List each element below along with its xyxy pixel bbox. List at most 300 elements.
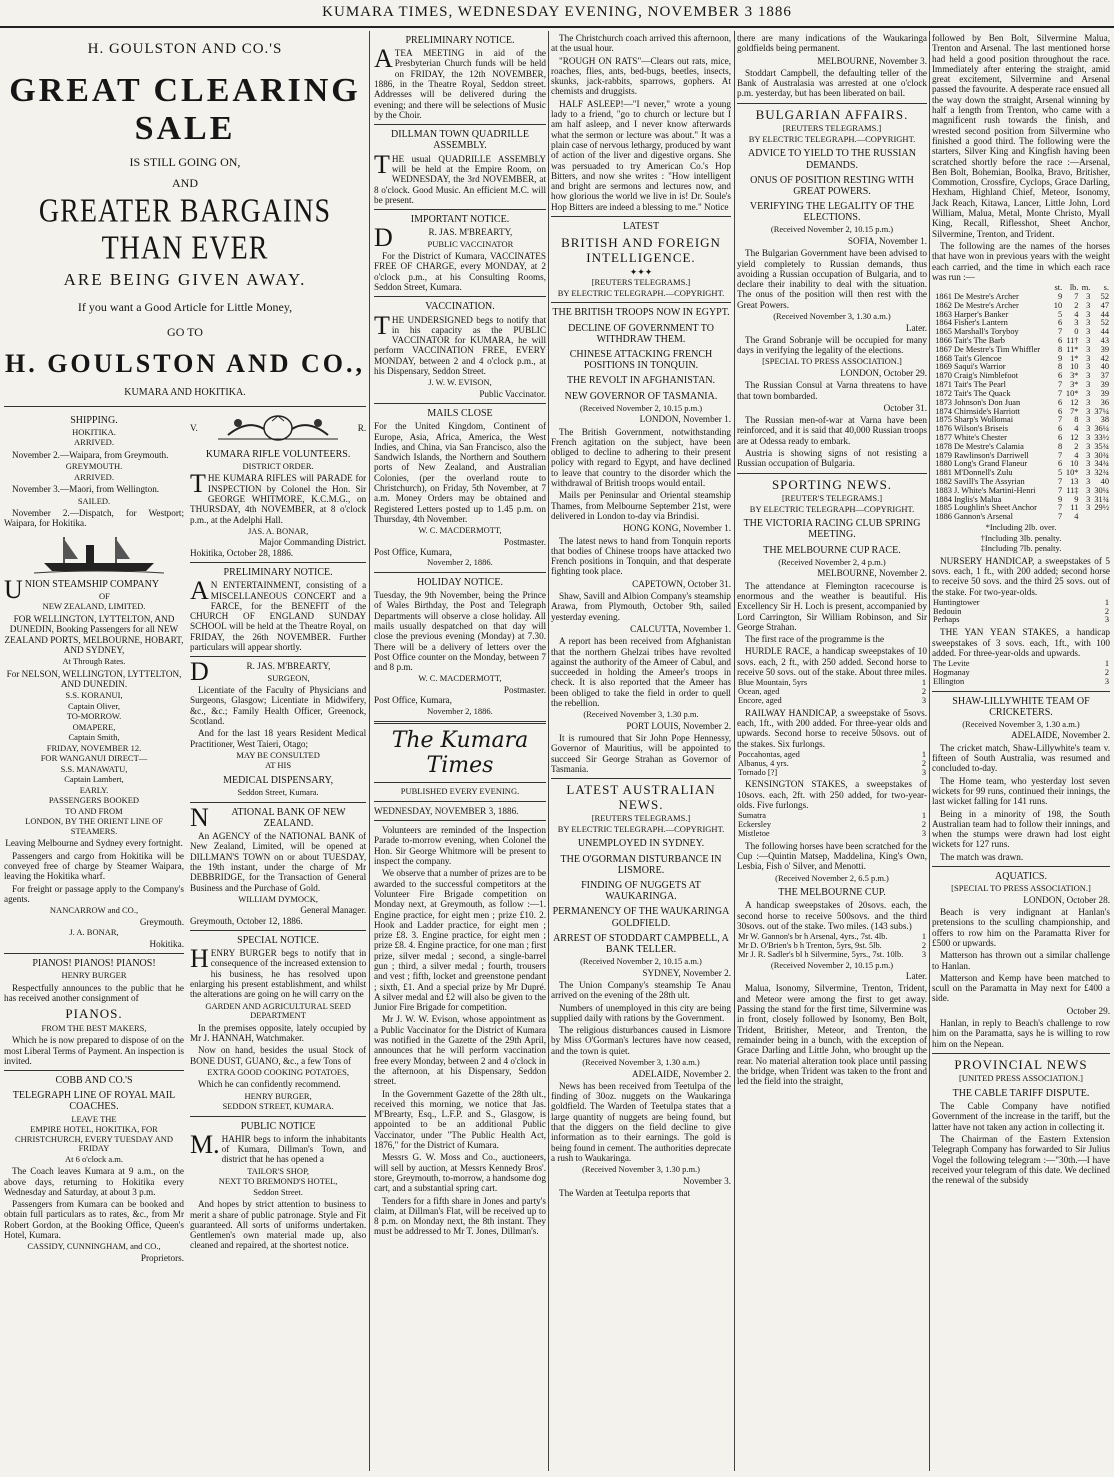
pounds: 2 — [1074, 300, 1079, 310]
news-paragraph: The Union Company's steamship Te Anau arrived on the evening of the 28th ult. — [551, 979, 731, 1001]
usc-captain: Captain Lambert, — [64, 774, 124, 785]
surgeon-address: Seddon Street, Kumara. — [237, 787, 319, 798]
divider — [374, 801, 546, 802]
seconds: 36 — [1100, 397, 1109, 407]
horse-name: The Levite — [933, 659, 970, 669]
goulston-line: GO TO — [167, 325, 203, 340]
pounds: 7* — [1070, 406, 1079, 416]
holiday-signature: W. C. MACDERMOTT, — [418, 673, 502, 684]
section-heading: BULGARIAN AFFAIRS. — [755, 106, 909, 122]
winner: Rawlinson's Darriwell — [953, 450, 1029, 460]
placing: 3 — [1104, 615, 1109, 625]
horse-name: Eckersley — [738, 820, 772, 830]
placing: 2 — [1104, 667, 1109, 677]
race-results — [737, 812, 927, 838]
year: 1867 — [935, 344, 952, 354]
year: 1879 — [935, 450, 952, 460]
news-paragraph: Numbers of unemployed in this city are being supplied daily with rations by the Government. — [551, 1002, 731, 1023]
column-5 — [932, 31, 1110, 1471]
winner: Marshall's Toryboy — [953, 327, 1019, 337]
goulston-bargains: GREATER BARGAINS THAN EVER — [38, 192, 332, 268]
shipping-entry: November 3.—Maori, from Wellington. — [12, 484, 160, 495]
winner: Harper's Banker — [953, 309, 1009, 319]
pounds: 11 — [1070, 503, 1079, 513]
masthead: KUMARA TIMES, WEDNESDAY EVENING, NOVEMBER 3 1886 — [0, 0, 1114, 28]
horse-name: Albanus, 4 yrs. — [738, 758, 789, 768]
seconds: 39 — [1100, 344, 1109, 354]
goulston-line: IS STILL GOING ON, — [129, 154, 241, 169]
winner: Fisher's Lantern — [953, 318, 1008, 328]
year: 1866 — [935, 336, 952, 345]
rifles-date: Hokitika, October 28, 1886. — [190, 547, 294, 558]
minutes: 3 — [1086, 450, 1091, 460]
minutes: 3 — [1086, 459, 1091, 469]
news-paragraph: The Cable Company have notified Government of the increase in the tariff, but the latter have not taken any action in collecting it. — [932, 1101, 1110, 1132]
news-paragraph: Shaw, Savill and Albion Company's steamship Arawa, from Plymouth, October 9th, sailed yesterday evening. — [551, 591, 731, 622]
prelim-heading: PRELIMINARY NOTICE. — [223, 567, 333, 579]
news-paragraph: Malua, Isonomy, Silvermine, Trenton, Trident, and Meteor were among the first to get away. Passing the stand for the first time, Silvermine was in front, closely followed by Isonomy, Ben Bolt, Trident, Britisher, Meteor, and Trenton, the remainder being in a bunch, with the exception of Grace Darling and Little John, who brought up the rear. No material alteration took place until passing the bridge, when Trident was taken to the front and led the field into the straight, — [737, 983, 927, 1087]
surgeon-sub: MAY BE CONSULTED — [236, 749, 320, 760]
divider — [374, 572, 546, 573]
pounds: 10* — [1065, 468, 1079, 478]
goulston-line: ARE BEING GIVEN AWAY. — [63, 269, 307, 289]
minutes: 3 — [1086, 371, 1091, 381]
stone: 7 — [1057, 485, 1063, 495]
minutes: 3 — [1086, 344, 1091, 354]
public-text: And hopes by strict attention to business to merit a share of public patronage. Style and Fit guaranteed. All sorts of uniforms undertaken. Gentlemen's own material made up, also cleaned and repaired, at the shortest notice. — [190, 1199, 366, 1251]
minutes: 3 — [1086, 503, 1091, 513]
horse-name: Mr W. Gannon's br h Arsenal, 4yrs., 7st. 4lb. — [738, 932, 888, 942]
quadrille-heading: DILLMAN TOWN QUADRILLE ASSEMBLY. — [391, 129, 529, 152]
horse-name: Encore, aged — [738, 695, 782, 705]
usc-heading: UNION STEAMSHIP COMPANY — [4, 574, 160, 604]
cobb-sub: LEAVE THE — [71, 1113, 117, 1124]
winner: Tait's The Quack — [953, 388, 1011, 398]
minutes: 3 — [1086, 477, 1091, 486]
bank-heading: NATIONAL BANK OF NEW ZEALAND. — [190, 802, 346, 832]
news-paragraph: Stoddart Campbell, the defaulting teller of the Bank of Australasia was arrested at one o'clock p.m. yesterday, but has been liberated on bail. — [737, 67, 927, 99]
prelim2-heading: PRELIMINARY NOTICE. — [405, 35, 515, 46]
news-paragraph: HALF ASLEEP!—"I never," wrote a young lady to a friend, "go to church or lecture but I am half asleep, and I never know afterwards what the sermon or lecture was about." It was a plain case of nervous lethargy, produced by want of action of the liver and digestive organs. She was persuaded to try American Co.'s Hop Bitters, and now she writes : "How intelligent and bright are sermons and lectures now, and how glorious the world we live in is! Dr. Soule's Hop Bitters are indeed a blessing to me." Notice — [551, 98, 731, 212]
public-text: M.HAHIR begs to inform the inhabitants of Kumara, Dillman's Town, and district that he has opened a — [190, 1129, 366, 1165]
column-rule — [929, 31, 930, 1471]
winner: Tait's The Pearl — [953, 380, 1006, 390]
received-line: (Received November 2, 4 p.m.) — [778, 556, 886, 567]
received-line: (Received November 3, 1.30 a.m.) — [962, 718, 1080, 729]
stone: 7 — [1057, 477, 1063, 486]
usc-captain: Captain Oliver, — [67, 700, 121, 711]
seconds: 42 — [1100, 353, 1109, 363]
goulston-line: If you want a Good Article for Little Money, — [77, 299, 293, 314]
stone: 6 — [1057, 424, 1063, 434]
stone: 6 — [1057, 336, 1063, 345]
quadrille-text: THE usual QUADRILLE ASSEMBLY will be held at the Empire Room, on WEDNESDAY, the 3rd NOVEMBER, at 8 o'clock. Good Music. An efficient M.C. will be present. — [374, 149, 546, 205]
kt-paragraph: We observe that a number of prizes are to be awarded to the successful competitors at the Volunteer Fire Brigade competition on Monday next, at Greymouth, as follow :—1. Engine practice, for eight men ; prize £10. 2. Hook and Ladder practice, for eight men ; prize £8. 3. Engine practice, for eight men ; prize £8. 4. Engine practice, for one man ; first prize, silver medal ; second, a single-barrel gun ; third, a silver medal ; fourth, trousers and vest ; fifth, locket and greenstone pendant ; sixth, £1. And a special prize by Mr Dupré. A silver medal and £2 will also be given to the Junior Fire Brigade for competition. — [374, 868, 546, 1013]
pounds: 11‡ — [1066, 485, 1079, 495]
seconds: 30¼ — [1094, 485, 1109, 495]
footnote: †Including 3lb. penalty. — [980, 532, 1062, 543]
kt-paragraph: Messrs G. W. Moss and Co., auctioneers, will sell by auction, at Messrs Kennedy Bros'. store, Greymouth, to-morrow, a handsome dog cart, and a substantial spring cart. — [374, 1152, 546, 1194]
news-headline: NEW GOVERNOR OF TASMANIA. — [564, 390, 718, 402]
wire-credit: [REUTER'S TELEGRAMS.] — [781, 493, 883, 504]
year: 1874 — [935, 406, 952, 416]
pounds: 4 — [1074, 512, 1079, 522]
result-row — [737, 830, 927, 839]
news-headline: ONUS OF POSITION RESTING WITH GREAT POWERS. — [750, 174, 914, 197]
usc-captain: Captain Smith, — [68, 732, 120, 743]
usc-sub: At Through Rates. — [62, 656, 126, 667]
pounds: 2 — [1074, 441, 1079, 451]
usc-sub: PASSENGERS BOOKED — [48, 795, 140, 806]
goulston-line: KUMARA AND HOKITIKA. — [124, 386, 246, 398]
usc-text: For freight or passage apply to the Company's agents. — [4, 883, 184, 904]
mails-role: Postmaster. — [503, 536, 546, 547]
usc-sub: OF — [98, 590, 110, 601]
mails-date: November 2, 1886. — [427, 557, 493, 568]
dateline: MELBOURNE, November 3. — [817, 55, 927, 66]
minutes: 3 — [1086, 485, 1091, 495]
bank-signature: WILLIAM DYMOCK, — [238, 893, 318, 904]
pounds: 3* — [1070, 371, 1079, 381]
dateline: SYDNEY, November 2. — [642, 967, 731, 978]
year: 1863 — [935, 309, 952, 319]
minutes: 3 — [1086, 353, 1091, 363]
special-heading: SPECIAL NOTICE. — [237, 934, 320, 946]
race-results — [932, 660, 1110, 686]
year: 1871 — [935, 380, 952, 390]
wire-credit: BY ELECTRIC TELEGRAPH.—COPYRIGHT. — [748, 133, 916, 144]
horse-name: Sumatra — [738, 811, 766, 821]
important-sub: PUBLIC VACCINATOR — [427, 238, 514, 249]
holiday-date: November 2, 1886. — [427, 705, 493, 716]
horse-name: Blue Mountain, 5yrs — [738, 678, 808, 688]
public-shop: TAILOR'S SHOP, — [247, 1165, 309, 1176]
news-paragraph: The first race of the programme is the — [745, 634, 885, 645]
section-heading: LATEST AUSTRALIAN NEWS. — [566, 782, 716, 812]
vaccination-text: THE UNDERSIGNED begs to notify that in his capacity as the PUBLIC VACCINATOR for KUMARA, he will perform VACCINATION FREE, EVERY MONDAY, between 2 and 4 o'clock p.m., at his Dispensary, Seddon Street. — [374, 310, 546, 376]
dateline: CALCUTTA, November 1. — [630, 623, 731, 634]
divider — [374, 124, 546, 125]
pianos-name: HENRY BURGER — [61, 970, 127, 981]
winner: White's Chester — [953, 432, 1007, 442]
footnote: *Including 2lb. over. — [985, 522, 1057, 533]
divider — [190, 1116, 366, 1117]
news-paragraph: A report has been received from Afghanistan that the northern Ghelzai tribes have revolted against the authority of the Ameer of Cabul, and succeeded in holding the Ameer's troops in check. It is also reported that the Ameer has been obliged to take the field in order to quell the rebellion. — [551, 636, 731, 708]
table-header: s. — [1103, 283, 1109, 293]
stone: 7 — [1057, 450, 1063, 460]
stone: 7 — [1057, 327, 1063, 337]
minutes: 3 — [1086, 336, 1091, 345]
placing: 2 — [921, 758, 926, 768]
year: 1872 — [935, 388, 952, 398]
dateline: LONDON, October 28. — [1023, 894, 1110, 905]
seconds: 52 — [1100, 318, 1109, 328]
minutes: 3 — [1086, 406, 1091, 416]
surgeon-text: And for the last 18 years Resident Medical Practitioner, West Taieri, Otago; — [190, 728, 366, 749]
news-paragraph: A handicap sweepstakes of 20sovs. each, the second horse to receive 500sovs. and the third 30sovs. out of the stake. Two miles. (143 subs.) — [737, 900, 927, 931]
news-paragraph: HURDLE RACE, a handicap sweepstakes of 10 sovs. each, 2 ft., with 250 added. Second horse to receive 50 sovs. out of the stake. About three miles. — [737, 646, 927, 677]
usc-text: For NELSON, WELLINGTON, LYTTELTON, AND DUNEDIN. — [6, 668, 182, 689]
goulston-line: AND — [172, 176, 198, 191]
stone: 8 — [1057, 344, 1063, 354]
year: 1880 — [935, 459, 952, 469]
bank-date: Greymouth, October 12, 1886. — [190, 915, 303, 926]
news-paragraph: The Home team, who yesterday lost seven wickets for 99 runs, continued their innings, the last wicket falling for 141 runs. — [932, 775, 1110, 807]
usc-agent-town: Greymouth. — [139, 916, 184, 927]
pianos-heading: PIANOS! PIANOS! PIANOS! — [32, 957, 156, 969]
pounds: 0 — [1074, 327, 1079, 337]
stone: 6 — [1057, 406, 1063, 416]
minutes: 3 — [1086, 468, 1091, 478]
minutes: 3 — [1086, 424, 1091, 434]
received-line: (Received November 2, 10.15 p.m.) — [770, 224, 894, 235]
winner: Chirnside's Harriott — [953, 406, 1020, 416]
important-name: DR. JAS. M'BREARTY, — [374, 223, 513, 253]
bank-role: General Manager. — [300, 905, 366, 916]
surgeon-dispensary: MEDICAL DISPENSARY, — [223, 774, 334, 786]
divider — [737, 473, 927, 474]
stone: 10 — [1053, 300, 1063, 310]
winner: De Mestre's Calamia — [953, 441, 1024, 451]
cup-winners-table — [932, 284, 1110, 522]
wire-credit: [SPECIAL TO PRESS ASSOCIATION.] — [951, 883, 1091, 894]
stone: 7 — [1057, 380, 1063, 390]
table-header: lb. — [1069, 283, 1079, 293]
usc-sub: TO AND FROM — [65, 805, 123, 816]
winner: Tait's Glencoe — [953, 353, 1002, 363]
mails-heading: MAILS CLOSE — [427, 408, 493, 420]
column-rule — [734, 31, 735, 1471]
seconds: 47 — [1100, 300, 1109, 310]
mails-signature: W. C. MACDERMOTT, — [418, 525, 502, 536]
usc-when: FRIDAY, NOVEMBER 12. — [46, 742, 142, 753]
column-2 — [374, 31, 546, 1471]
special-text: Now on hand, besides the usual Stock of BONE DUST, GUANO, &c., a few Tons of — [190, 1045, 366, 1066]
winner: De Mestre's Archer — [953, 300, 1019, 310]
table-header: st. — [1054, 283, 1063, 293]
divider — [4, 1070, 184, 1071]
special-text: HENRY BURGER begs to notify that in consequence of the increased extension to his business, he has resolved upon enlarging his present establishment, and whilst the alterations are going on he will carry on the — [190, 944, 366, 1000]
pianos-sub: FROM THE BEST MAKERS, — [41, 1022, 147, 1033]
pounds: 12 — [1070, 397, 1079, 407]
usc-sub: LONDON, BY THE ORIENT LINE OF STEAMERS. — [25, 816, 163, 836]
column-1b — [190, 411, 366, 1263]
minutes: 3 — [1086, 291, 1091, 301]
usc-agent-town: Hokitika. — [149, 938, 184, 949]
section-heading: PROVINCIAL NEWS — [954, 1056, 1088, 1072]
pounds: 11* — [1066, 344, 1079, 354]
news-paragraph: The Grand Sobranje will be occupied for many days in verifying the legality of the elections. — [737, 334, 927, 356]
placing: 1 — [921, 749, 926, 759]
year: 1865 — [935, 327, 952, 337]
winner: Savill's The Assyrian — [953, 477, 1025, 486]
news-paragraph: The Warden at Teetulpa reports that — [559, 1187, 691, 1198]
pounds: 10* — [1065, 388, 1079, 398]
minutes: 3 — [1086, 415, 1091, 425]
news-paragraph: KENSINGTON STAKES, a sweepstakes of 10sovs. each, 2ft. with 250 added, for two-year-olds. Five furlongs. — [737, 779, 927, 810]
vaccination-signature: J. W. W. EVISON, — [428, 377, 492, 388]
seconds: 36¼ — [1094, 424, 1109, 434]
rifles-heading: KUMARA RIFLE VOLUNTEERS. — [205, 448, 351, 460]
stone: 7 — [1057, 415, 1063, 425]
pounds: 3* — [1070, 380, 1079, 390]
surgeon-text: Licentiate of the Faculty of Physicians and Surgeons, Glasgow; Licentiate in Midwifery, &c., &c.; Family Health Officer, Greenock, Scotland. — [190, 685, 366, 727]
news-headline: THE O'GORMAN DISTURBANCE IN LISMORE. — [560, 853, 722, 876]
news-paragraph: The Chairman of the Eastern Extension Telegraph Company has forwarded to Sir Julius Vogel the following telegram :—"30th.—I have received your telegram of this date. We declined the renewal of the subsidy — [932, 1134, 1110, 1186]
winner-row — [932, 513, 1110, 522]
news-headline: THE VICTORIA RACING CLUB SPRING MEETING. — [743, 518, 921, 541]
kt-paragraph: Volunteers are reminded of the Inspection Parade to-morrow evening, when Colonel the Hon. Sir George Whitmore will be present to inspect the company. — [374, 825, 546, 867]
result-row — [737, 697, 927, 706]
public-next: NEXT TO BREMOND'S HOTEL, — [218, 1176, 338, 1187]
stone: 5 — [1057, 468, 1063, 478]
race-results — [737, 751, 927, 777]
holiday-heading: HOLIDAY NOTICE. — [417, 576, 503, 588]
received-line: (Received November 3, 1.30 p.m. — [583, 709, 699, 720]
divider — [932, 1053, 1110, 1054]
seconds: 38 — [1100, 415, 1109, 425]
news-paragraph: News has been received from Teetulpa of the finding of 30oz. nuggets on the Waukaringa goldfield. The Warden of Teetulpa states that a large quantity of nuggets are being found, but that the diggers on the field decline to give information as to their earnings. The gold is being found in cement. The authorities deprecate a rush to Waukaringa. — [551, 1080, 731, 1163]
seconds — [1091, 513, 1110, 522]
usc-when: EARLY. — [79, 784, 109, 795]
dateline: SOFIA, November 1. — [847, 236, 927, 246]
holiday-role: Postmaster. — [503, 684, 546, 695]
year: 1884 — [935, 494, 952, 504]
placing: 2 — [1104, 606, 1109, 616]
placing: 1 — [1104, 659, 1109, 669]
horse-name: Ocean, aged — [738, 687, 780, 697]
seconds: 33½ — [1094, 432, 1109, 442]
news-paragraph: Beach is very indignant at Hanlan's pretensions to the sculling championship, and offers to row him on the Paramatta River for £500 or upwards. — [932, 907, 1110, 948]
received-line: (Received November 3, 1.30 a.m.) — [773, 311, 891, 322]
divider — [551, 778, 731, 779]
placing: 2 — [921, 940, 926, 950]
minutes: 3 — [1086, 397, 1091, 407]
surgeon-title: SURGEON, — [267, 672, 310, 683]
stone: 6 — [1057, 318, 1063, 328]
news-paragraph: Matterson and Kemp have been matched to scull on the Paramatta in May next for £400 a side. — [932, 972, 1110, 1004]
minutes: 3 — [1086, 318, 1091, 328]
usc-ship: S.S. MANAWATU, — [60, 763, 128, 774]
rifles-text: THE KUMARA RIFLES will PARADE for INSPECTION by Colonel the Hon. Sir GEORGE WHITMORE, K.C.M.G., on THURSDAY, 4th NOVEMBER, at 8 o'clock p.m., at the Adelphi Hall. — [190, 469, 366, 525]
cobb-text: Passengers from Kumara can be booked and obtain full particulars as to rates, &c., from Mr Robert Gordon, at the Booking Office, Queen's Hotel, Kumara. — [4, 1199, 184, 1241]
news-paragraph: The cricket match, Shaw-Lillywhite's team v. fifteen of South Australia, was resumed and concluded to-day. — [932, 742, 1110, 774]
column-1a — [4, 411, 184, 1263]
kt-paragraph: In the Government Gazette of the 28th ult., received this morning, we notice that Jas. M'Brearty, Esq., L.F.P. and S., Glasgow, is appointed to be an additional Public Vaccinator, under "The Public Health Act, 1876," for the District of Kumara. — [374, 1088, 546, 1151]
shipping-port: HOKITIKA. — [72, 426, 116, 437]
placing: 1 — [921, 678, 926, 688]
section-heading: SPORTING NEWS. — [771, 476, 893, 492]
news-headline: THE REVOLT IN AFGHANISTAN. — [566, 375, 716, 387]
winner: De Mestre's Archer — [953, 291, 1019, 301]
news-paragraph: Being in a minority of 198, the South Australian team had to follow their innings, and when the stumps were drawn had lost eight wickets for 127 runs. — [932, 808, 1110, 850]
usc-sub: NEW ZEALAND, LIMITED. — [42, 601, 146, 612]
news-paragraph: Austria is showing signs of not resisting a Russian occupation of Bulgaria. — [737, 448, 927, 469]
placing: 1 — [921, 811, 926, 821]
public-heading: PUBLIC NOTICE — [240, 1120, 316, 1132]
news-headline: THE CABLE TARIFF DISPUTE. — [952, 1087, 1090, 1099]
wire-credit: [UNITED PRESS ASSOCIATION.] — [959, 1073, 1083, 1084]
prelim-text: AN ENTERTAINMENT, consisting of a MISCELLANEOUS CONCERT and a FARCE, for the BENEFIT of the CHURCH OF ENGLAND SUNDAY SCHOOL will be held at the Theatre Royal, on FRIDAY, the 26th NOVEMBER. Further particulars will appear shortly. — [190, 576, 366, 653]
winner: M'Donnell's Zulu — [953, 468, 1013, 478]
special-dept: GARDEN AND AGRICULTURAL SEED DEPARTMENT — [205, 1000, 351, 1021]
dateline: Later. — [905, 971, 927, 982]
kt-paragraph: Mr J. W. W. Evison, whose appointment as a Public Vaccinator for the District of Kumara was notified in the Gazette of the 29th April, announces that he will perform vaccination free every Monday, between 2 and 4 o'clock in the afternoon, at his Dispensary, Seddon street. — [374, 1014, 546, 1087]
stone: 6 — [1057, 371, 1063, 381]
cobb-time: At 6 o'clock a.m. — [65, 1153, 123, 1164]
seconds: 37 — [1100, 371, 1109, 381]
year: 1870 — [935, 371, 952, 381]
column-4 — [737, 31, 927, 1471]
received-line: (Received November 2, 10.15 p.m.) — [579, 402, 703, 413]
horse-name: Huntingtower — [933, 597, 980, 607]
seconds: 30¾ — [1094, 450, 1109, 460]
news-headline: THE MELBOURNE CUP. — [778, 887, 886, 899]
divider — [737, 103, 927, 104]
pounds: 11† — [1066, 336, 1079, 345]
section-kicker: LATEST — [622, 221, 660, 233]
dateline: CAPETOWN, October 31. — [632, 578, 731, 589]
news-paragraph: The following are the names of the horses that have won in previous years with the weight each carried, and the time in which each race was run :— — [932, 240, 1110, 282]
horse-name: Tornado [?] — [738, 767, 778, 777]
seconds: 37¼ — [1094, 406, 1109, 416]
shipping-port: GREYMOUTH. — [65, 461, 123, 472]
seconds: 43 — [1100, 336, 1109, 345]
race-results — [932, 599, 1110, 625]
winner: De Mestre's Tim Whiffler — [953, 344, 1041, 354]
usc-ship: OMAPERE, — [72, 721, 116, 732]
placing: 2 — [921, 687, 926, 697]
seconds: 34¾ — [1094, 459, 1109, 469]
vaccination-role: Public Vaccinator. — [479, 388, 546, 399]
bank-text: An AGENCY of the NATIONAL BANK of New Zealand, Limited, will be opened at DILLMAN'S TOWN on or about TUESDAY, the 19th instant, under the charge of Mr DEBBRIDGE, for the Transaction of General Business and the Purchase of Gold. — [190, 831, 366, 893]
year: 1875 — [935, 415, 952, 425]
column-rule — [548, 31, 549, 1471]
pianos-text: Respectfully announces to the public that he has received another consignment of — [4, 982, 184, 1003]
rifles-rank: Major Commanding District. — [259, 537, 366, 548]
cobb-signature: CASSIDY, CUNNINGHAM, and CO., — [27, 1241, 161, 1252]
holiday-text: Tuesday, the 9th November, being the Prince of Wales Birthday, the Post and Telegraph Departments will observe a close holiday. All mails usually despatched on that day will close the previous evening (Monday) at 7.30. There will be a delivery of letters over the Post Office counter on the Monday, between 7 and 8 p.m. — [374, 590, 546, 673]
pounds: 4 — [1074, 309, 1079, 319]
stone: 9 — [1057, 353, 1063, 363]
divider — [374, 296, 546, 297]
pounds: 10 — [1070, 362, 1079, 372]
divider — [374, 209, 546, 210]
year: 1885 — [935, 503, 952, 513]
section-heading: AQUATICS. — [995, 871, 1047, 883]
pounds: 7 — [1074, 291, 1079, 301]
column-1 — [4, 31, 366, 1471]
goulston-firm: H. GOULSTON AND CO.'S — [87, 41, 283, 57]
news-headline: DECLINE OF GOVERNMENT TO WITHDRAW THEM. — [568, 322, 714, 345]
received-line: (Received November 3, 1.30 a.m.) — [582, 1056, 700, 1067]
stone: 6 — [1057, 459, 1063, 469]
holiday-po: Post Office, Kumara, — [374, 695, 452, 706]
minutes: 3 — [1086, 309, 1091, 319]
shipping-sub: ARRIVED. — [74, 437, 114, 448]
seconds: 40 — [1100, 362, 1109, 372]
important-text: For the District of Kumara, VACCINATES FREE OF CHARGE, every MONDAY, at 2 o'clock p.m., at his Consulting Rooms, Seddon Street, Kumara. — [374, 251, 546, 293]
winner: Gannon's Arsenal — [953, 512, 1013, 522]
year: 1883 — [935, 485, 952, 495]
year: 1862 — [935, 300, 952, 310]
winner: Craig's Nimblefoot — [953, 371, 1019, 381]
horse-name: Mr D. O'Brien's b h Trenton, 5yrs, 9st. 5lb. — [738, 940, 882, 950]
news-paragraph: The Russian Consul at Varna threatens to have that town bombarded. — [737, 380, 927, 401]
news-paragraph: The attendance at Flemington racecourse is enormous and the weather is beautiful. His Excellency Sir H. Loch is present, accompanied by Lord Carrington, Sir William Robinson, and Sir George Strahan. — [737, 580, 927, 632]
dateline: LONDON, November 1. — [639, 414, 731, 425]
shipping-heading: SHIPPING. — [70, 414, 118, 426]
